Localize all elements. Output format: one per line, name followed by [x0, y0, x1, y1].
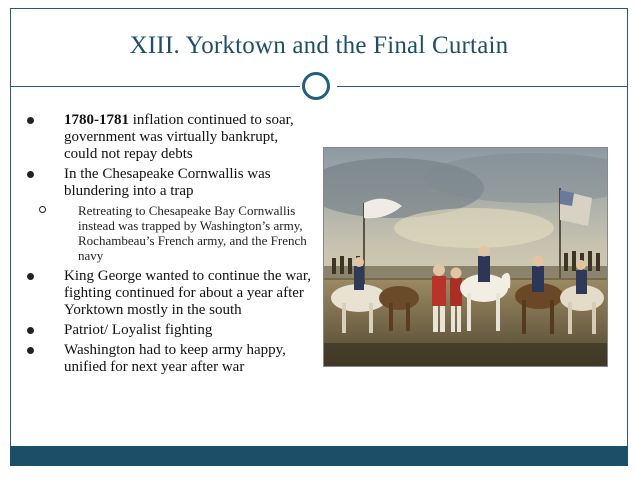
title-divider-left — [10, 86, 300, 87]
bullet-text: Washington had to keep army happy, unified for next year after war — [64, 342, 286, 375]
bullet-dot-icon — [27, 117, 34, 124]
bullet-text: inflation continued to soar, government was virtually bankrupt, could not repay debts — [64, 112, 294, 162]
sub-bullet-text: Retreating to Chesapeake Bay Cornwallis instead was trapped by Washington’s army, Rochambeau’s French army, and the French navy — [78, 203, 307, 263]
surrender-painting-image — [323, 147, 608, 367]
bullet-item — [24, 112, 314, 163]
bullet-dot-icon — [27, 273, 34, 280]
sub-bullet-item — [24, 203, 314, 263]
bullet-dot-icon — [27, 327, 34, 334]
title-divider-right — [337, 86, 628, 87]
bullet-text: King George wanted to continue the war, fighting continued for about a year after Yorktown mostly in the south — [64, 268, 311, 318]
bullet-text: Patriot/ Loyalist fighting — [64, 322, 213, 338]
slide-title: XIII. Yorktown and the Final Curtain — [129, 32, 509, 59]
bullet-item — [24, 342, 314, 376]
bullet-text: In the Chesapeake Cornwallis was blundering into a trap — [64, 166, 271, 199]
bullet-item — [24, 166, 314, 200]
bullet-bold-years: 1780-1781 — [64, 112, 129, 128]
bullet-list — [24, 112, 314, 379]
bullet-dot-icon — [27, 171, 34, 178]
bottom-accent-bar — [10, 446, 628, 466]
bullet-dot-icon — [27, 347, 34, 354]
bullet-item — [24, 322, 314, 339]
bullet-item — [24, 268, 314, 319]
painting-svg — [324, 148, 608, 367]
sub-bullet-ring-icon — [39, 206, 46, 213]
circle-ornament-icon — [302, 72, 330, 100]
